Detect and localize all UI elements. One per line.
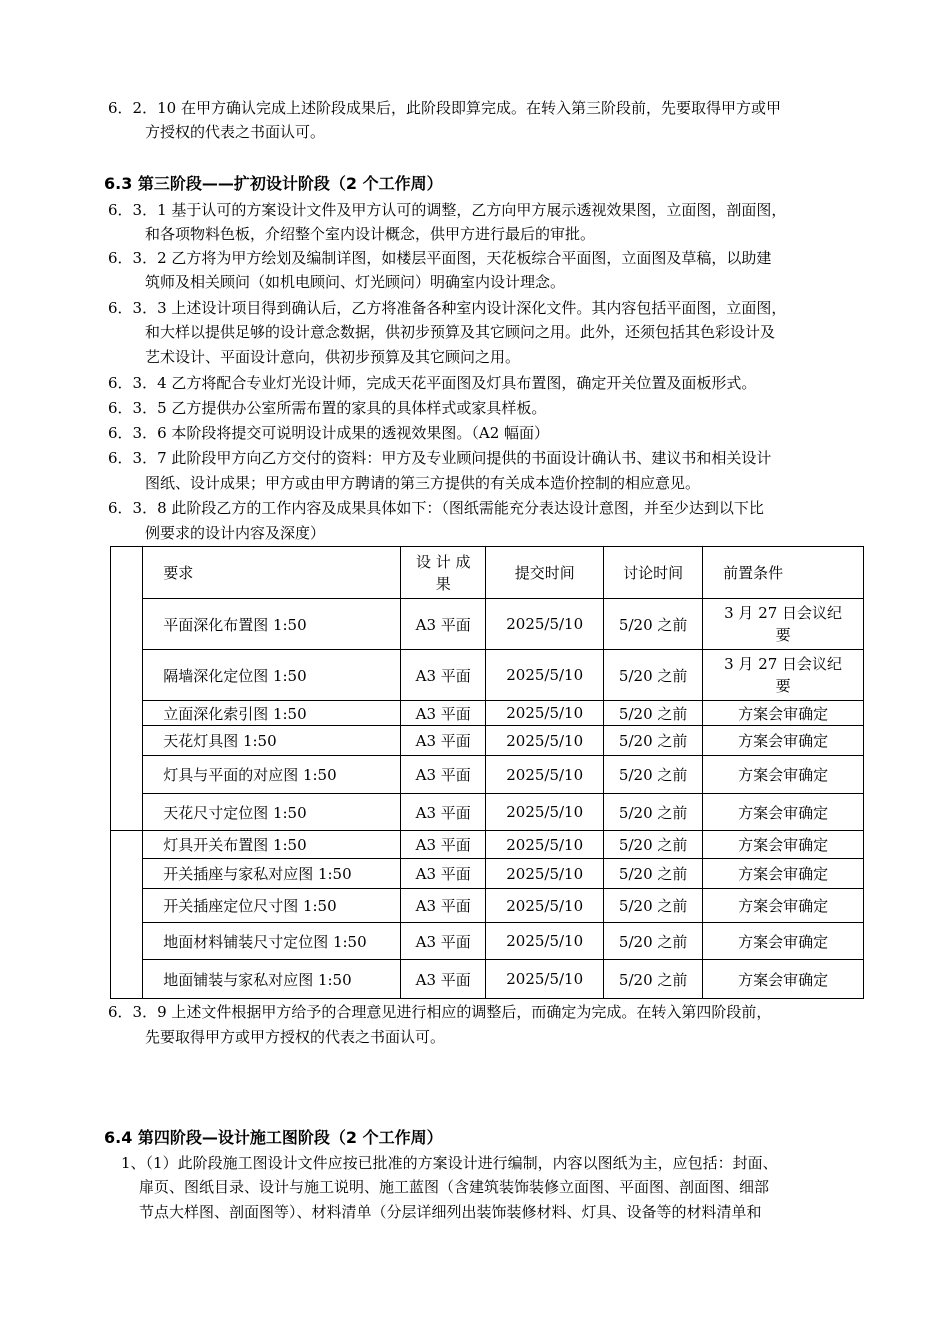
cell-result: A3 平面 — [401, 923, 486, 960]
cell-result: A3 平面 — [401, 756, 486, 794]
paragraph-6-3-2-line1: 6．3．2 乙方将为甲方绘划及编制详图，如楼层平面图，天花板综合平面图，立面图及草稿，以助建 — [108, 249, 772, 267]
cell-result: A3 平面 — [401, 599, 486, 650]
cell-requirement: 开关插座与家私对应图 1:50 — [143, 859, 401, 889]
cell-result: A3 平面 — [401, 794, 486, 831]
cell-requirement: 灯具开关布置图 1:50 — [143, 831, 401, 859]
table-row — [111, 756, 864, 794]
table-row — [111, 960, 864, 999]
paragraph-6-3-5: 6．3．5 乙方提供办公室所需布置的家具的具体样式或家具样板。 — [108, 399, 547, 417]
header-submit-time: 提交时间 — [486, 547, 604, 599]
cell-submit: 2025/5/10 — [486, 859, 604, 889]
paragraph-6-3-3-line1: 6．3．3 上述设计项目得到确认后，乙方将准备各种室内设计深化文件。其内容包括平面图，立面图， — [108, 299, 787, 317]
cell-submit: 2025/5/10 — [486, 889, 604, 923]
cell-result: A3 平面 — [401, 859, 486, 889]
table-side-cell — [111, 547, 143, 831]
cell-precondition: 方案会审确定 — [703, 831, 864, 859]
paragraph-6-4-1-line2: 扉页、图纸目录、设计与施工说明、施工蓝图（含建筑装饰装修立面图、平面图、剖面图、细部 — [139, 1178, 770, 1196]
paragraph-6-3-2-line2: 筑师及相关顾问（如机电顾问、灯光顾问）明确室内设计理念。 — [145, 273, 566, 291]
cell-discuss: 5/20 之前 — [604, 889, 703, 923]
cell-submit: 2025/5/10 — [486, 701, 604, 726]
paragraph-6-3-7-line2: 图纸、设计成果；甲方或由甲方聘请的第三方提供的有关成本造价控制的相应意见。 — [145, 474, 701, 492]
cell-discuss: 5/20 之前 — [604, 960, 703, 999]
cell-submit: 2025/5/10 — [486, 599, 604, 650]
cell-discuss: 5/20 之前 — [604, 726, 703, 756]
cell-precondition: 方案会审确定 — [703, 726, 864, 756]
header-design-result: 设 计 成 果 — [401, 547, 486, 599]
cell-submit: 2025/5/10 — [486, 726, 604, 756]
cell-result: A3 平面 — [401, 701, 486, 726]
cell-precondition: 方案会审确定 — [703, 923, 864, 960]
cell-requirement: 天花灯具图 1:50 — [143, 726, 401, 756]
paragraph-6-2-10-line2: 方授权的代表之书面认可。 — [145, 123, 326, 141]
cell-submit: 2025/5/10 — [486, 650, 604, 701]
cell-requirement: 平面深化布置图 1:50 — [143, 599, 401, 650]
header-requirement: 要求 — [143, 547, 401, 599]
cell-submit: 2025/5/10 — [486, 794, 604, 831]
cell-discuss: 5/20 之前 — [604, 859, 703, 889]
cell-result: A3 平面 — [401, 960, 486, 999]
cell-submit: 2025/5/10 — [486, 831, 604, 859]
cell-discuss: 5/20 之前 — [604, 756, 703, 794]
paragraph-6-3-4: 6．3．4 乙方将配合专业灯光设计师，完成天花平面图及灯具布置图，确定开关位置及面板形式。 — [108, 374, 757, 392]
paragraph-6-3-3-line2: 和大样以提供足够的设计意念数据，供初步预算及其它顾问之用。此外，还须包括其色彩设计及 — [145, 323, 776, 341]
cell-requirement: 隔墙深化定位图 1:50 — [143, 650, 401, 701]
cell-discuss: 5/20 之前 — [604, 794, 703, 831]
header-discuss-time: 讨论时间 — [604, 547, 703, 599]
cell-requirement: 地面材料铺装尺寸定位图 1:50 — [143, 923, 401, 960]
cell-precondition: 3 月 27 日会议纪 要 — [703, 650, 864, 701]
header-precondition: 前置条件 — [703, 547, 864, 599]
cell-requirement: 灯具与平面的对应图 1:50 — [143, 756, 401, 794]
paragraph-6-3-8-line1: 6．3．8 此阶段乙方的工作内容及成果具体如下：（图纸需能充分表达设计意图，并至少达到以下比 — [108, 499, 764, 517]
cell-precondition: 方案会审确定 — [703, 701, 864, 726]
table-side-cell — [111, 831, 143, 999]
table-row — [111, 859, 864, 889]
cell-requirement: 天花尺寸定位图 1:50 — [143, 794, 401, 831]
cell-submit: 2025/5/10 — [486, 923, 604, 960]
table-row — [111, 650, 864, 701]
cell-requirement: 地面铺装与家私对应图 1:50 — [143, 960, 401, 999]
cell-result: A3 平面 — [401, 726, 486, 756]
cell-discuss: 5/20 之前 — [604, 650, 703, 701]
cell-discuss: 5/20 之前 — [604, 923, 703, 960]
cell-result: A3 平面 — [401, 650, 486, 701]
table-header-row — [111, 547, 864, 599]
paragraph-6-4-1-line1: 1、（1）此阶段施工图设计文件应按已批准的方案设计进行编制，内容以图纸为主，应包括：封面、 — [121, 1154, 778, 1172]
cell-precondition: 3 月 27 日会议纪 要 — [703, 599, 864, 650]
cell-requirement: 开关插座定位尺寸图 1:50 — [143, 889, 401, 923]
paragraph-6-3-6: 6．3．6 本阶段将提交可说明设计成果的透视效果图。（A2 幅面） — [108, 424, 550, 442]
table-row — [111, 923, 864, 960]
paragraph-6-3-8-line2: 例要求的设计内容及深度） — [145, 524, 326, 542]
paragraph-6-3-9-line2: 先要取得甲方或甲方授权的代表之书面认可。 — [145, 1028, 446, 1046]
cell-precondition: 方案会审确定 — [703, 889, 864, 923]
table-row — [111, 726, 864, 756]
cell-discuss: 5/20 之前 — [604, 831, 703, 859]
section-6-4-heading: 6.4 第四阶段—设计施工图阶段（2 个工作周） — [104, 1128, 443, 1147]
paragraph-6-3-1-line2: 和各项物料色板，介绍整个室内设计概念，供甲方进行最后的审批。 — [145, 225, 596, 243]
paragraph-6-4-1-line3: 节点大样图、剖面图等）、材料清单（分层详细列出装饰装修材料、灯具、设备等的材料清单和 — [139, 1203, 762, 1221]
table-row — [111, 794, 864, 831]
cell-submit: 2025/5/10 — [486, 960, 604, 999]
table-row — [111, 831, 864, 859]
paragraph-6-2-10-line1: 6．2．10 在甲方确认完成上述阶段成果后，此阶段即算完成。在转入第三阶段前，先要取得甲方或甲 — [108, 99, 781, 117]
paragraph-6-3-7-line1: 6．3．7 此阶段甲方向乙方交付的资料：甲方及专业顾问提供的书面设计确认书、建议书和相关设计 — [108, 449, 772, 467]
cell-result: A3 平面 — [401, 889, 486, 923]
table-row — [111, 701, 864, 726]
cell-precondition: 方案会审确定 — [703, 756, 864, 794]
cell-submit: 2025/5/10 — [486, 756, 604, 794]
cell-requirement: 立面深化索引图 1:50 — [143, 701, 401, 726]
cell-discuss: 5/20 之前 — [604, 701, 703, 726]
paragraph-6-3-3-line3: 艺术设计、平面设计意向，供初步预算及其它顾问之用。 — [145, 348, 521, 366]
deliverables-table — [110, 546, 864, 999]
table-row — [111, 599, 864, 650]
cell-precondition: 方案会审确定 — [703, 859, 864, 889]
cell-result: A3 平面 — [401, 831, 486, 859]
cell-precondition: 方案会审确定 — [703, 794, 864, 831]
table-row — [111, 889, 864, 923]
paragraph-6-3-9-line1: 6．3．9 上述文件根据甲方给予的合理意见进行相应的调整后，而确定为完成。在转入第四阶段前， — [108, 1003, 772, 1021]
paragraph-6-3-1-line1: 6．3．1 基于认可的方案设计文件及甲方认可的调整，乙方向甲方展示透视效果图，立面图，剖面图， — [108, 201, 787, 219]
cell-precondition: 方案会审确定 — [703, 960, 864, 999]
section-6-3-heading: 6.3 第三阶段——扩初设计阶段（2 个工作周） — [104, 174, 443, 193]
cell-discuss: 5/20 之前 — [604, 599, 703, 650]
